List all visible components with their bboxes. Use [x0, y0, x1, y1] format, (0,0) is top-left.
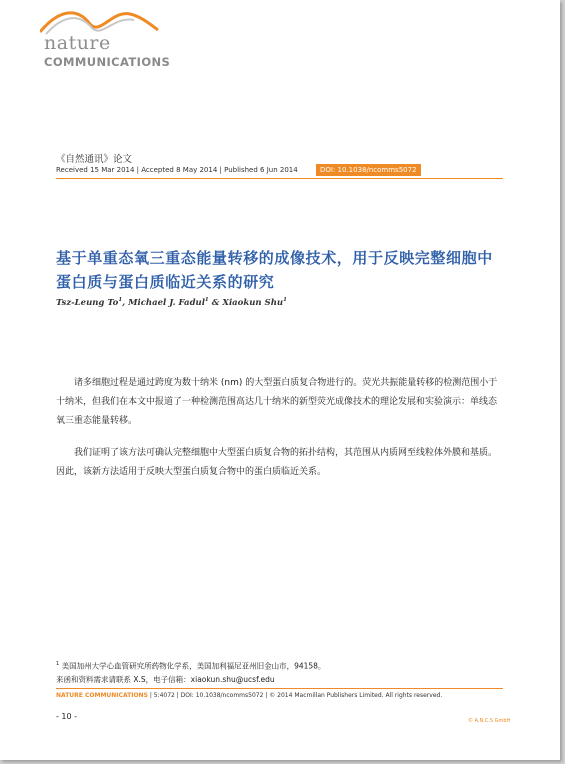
affiliation-mark: 1 — [283, 297, 287, 303]
page-number: - 10 - — [56, 712, 78, 721]
footer-citation — [56, 692, 442, 699]
publication-dates — [56, 166, 298, 174]
header-divider — [56, 178, 503, 179]
author-separator: , — [122, 297, 129, 308]
footer-divider — [56, 688, 503, 689]
footer-journal-name: NATURE COMMUNICATIONS — [56, 692, 148, 699]
date-separator: | — [217, 166, 225, 174]
author-name: Xiaokun Shu — [222, 297, 284, 308]
abstract-paragraph: 我们证明了该方法可确认完整细胞中大型蛋白质复合物的拓扑结构，其范围从内质网至线粒体外膜和基质。因此，该新方法适用于反映大型蛋白质复合物中的蛋白质临近关系。 — [56, 448, 498, 477]
doi-badge[interactable]: DOI: 10.1038/ncomms5072 — [316, 164, 421, 176]
journal-label: 《自然通讯》论文 — [56, 154, 133, 165]
affiliation-mark: 1 — [204, 297, 209, 303]
author-name: Tsz-Leung To — [56, 297, 119, 308]
abstract-paragraph: 诸多细胞过程是通过跨度为数十纳米 (nm) 的大型蛋白质复合物进行的。荧光共振能量转移的检测范围小于十纳米，但我们在本文中报道了一种检测范围高达几十纳米的新型荧光成像技术的理论发展和实验演示：单线态氧三重态能量转移。 — [56, 378, 498, 426]
affiliation-footnote — [56, 658, 504, 686]
footnote-mark: 1 — [56, 661, 60, 667]
affiliation-text: 美国加州大学心血管研究所药物化学系，美国加利福尼亚州旧金山市，94158。 — [61, 661, 326, 671]
journal-logo-communications: COMMUNICATIONS — [44, 55, 171, 69]
footer-citation-text: | 5:4072 | DOI: 10.1038/ncomms5072 | © 2014 Macmillan Publishers Limited. All rights reserved. — [147, 692, 443, 699]
author-name: Michael J. Fadul — [128, 297, 205, 308]
journal-logo-nature: nature — [44, 32, 111, 54]
author-separator: & — [208, 297, 223, 308]
published-date: Published 6 Jun 2014 — [224, 166, 298, 174]
date-separator: | — [134, 166, 142, 174]
author-list — [56, 297, 287, 308]
received-date: Received 15 Mar 2014 — [56, 166, 135, 174]
article-title: 基于单重态氧三重态能量转移的成像技术，用于反映完整细胞中蛋白质与蛋白质临近关系的研究 — [56, 249, 493, 291]
watermark: © A.N.C.S GmbH — [468, 718, 511, 724]
affiliation-mark: 1 — [118, 297, 123, 303]
correspondence-text: 来函和资料需求请联系 X.S，电子信箱：xiaokun.shu@ucsf.edu — [56, 674, 275, 684]
accepted-date: Accepted 8 May 2014 — [141, 166, 218, 174]
abstract — [56, 374, 504, 495]
